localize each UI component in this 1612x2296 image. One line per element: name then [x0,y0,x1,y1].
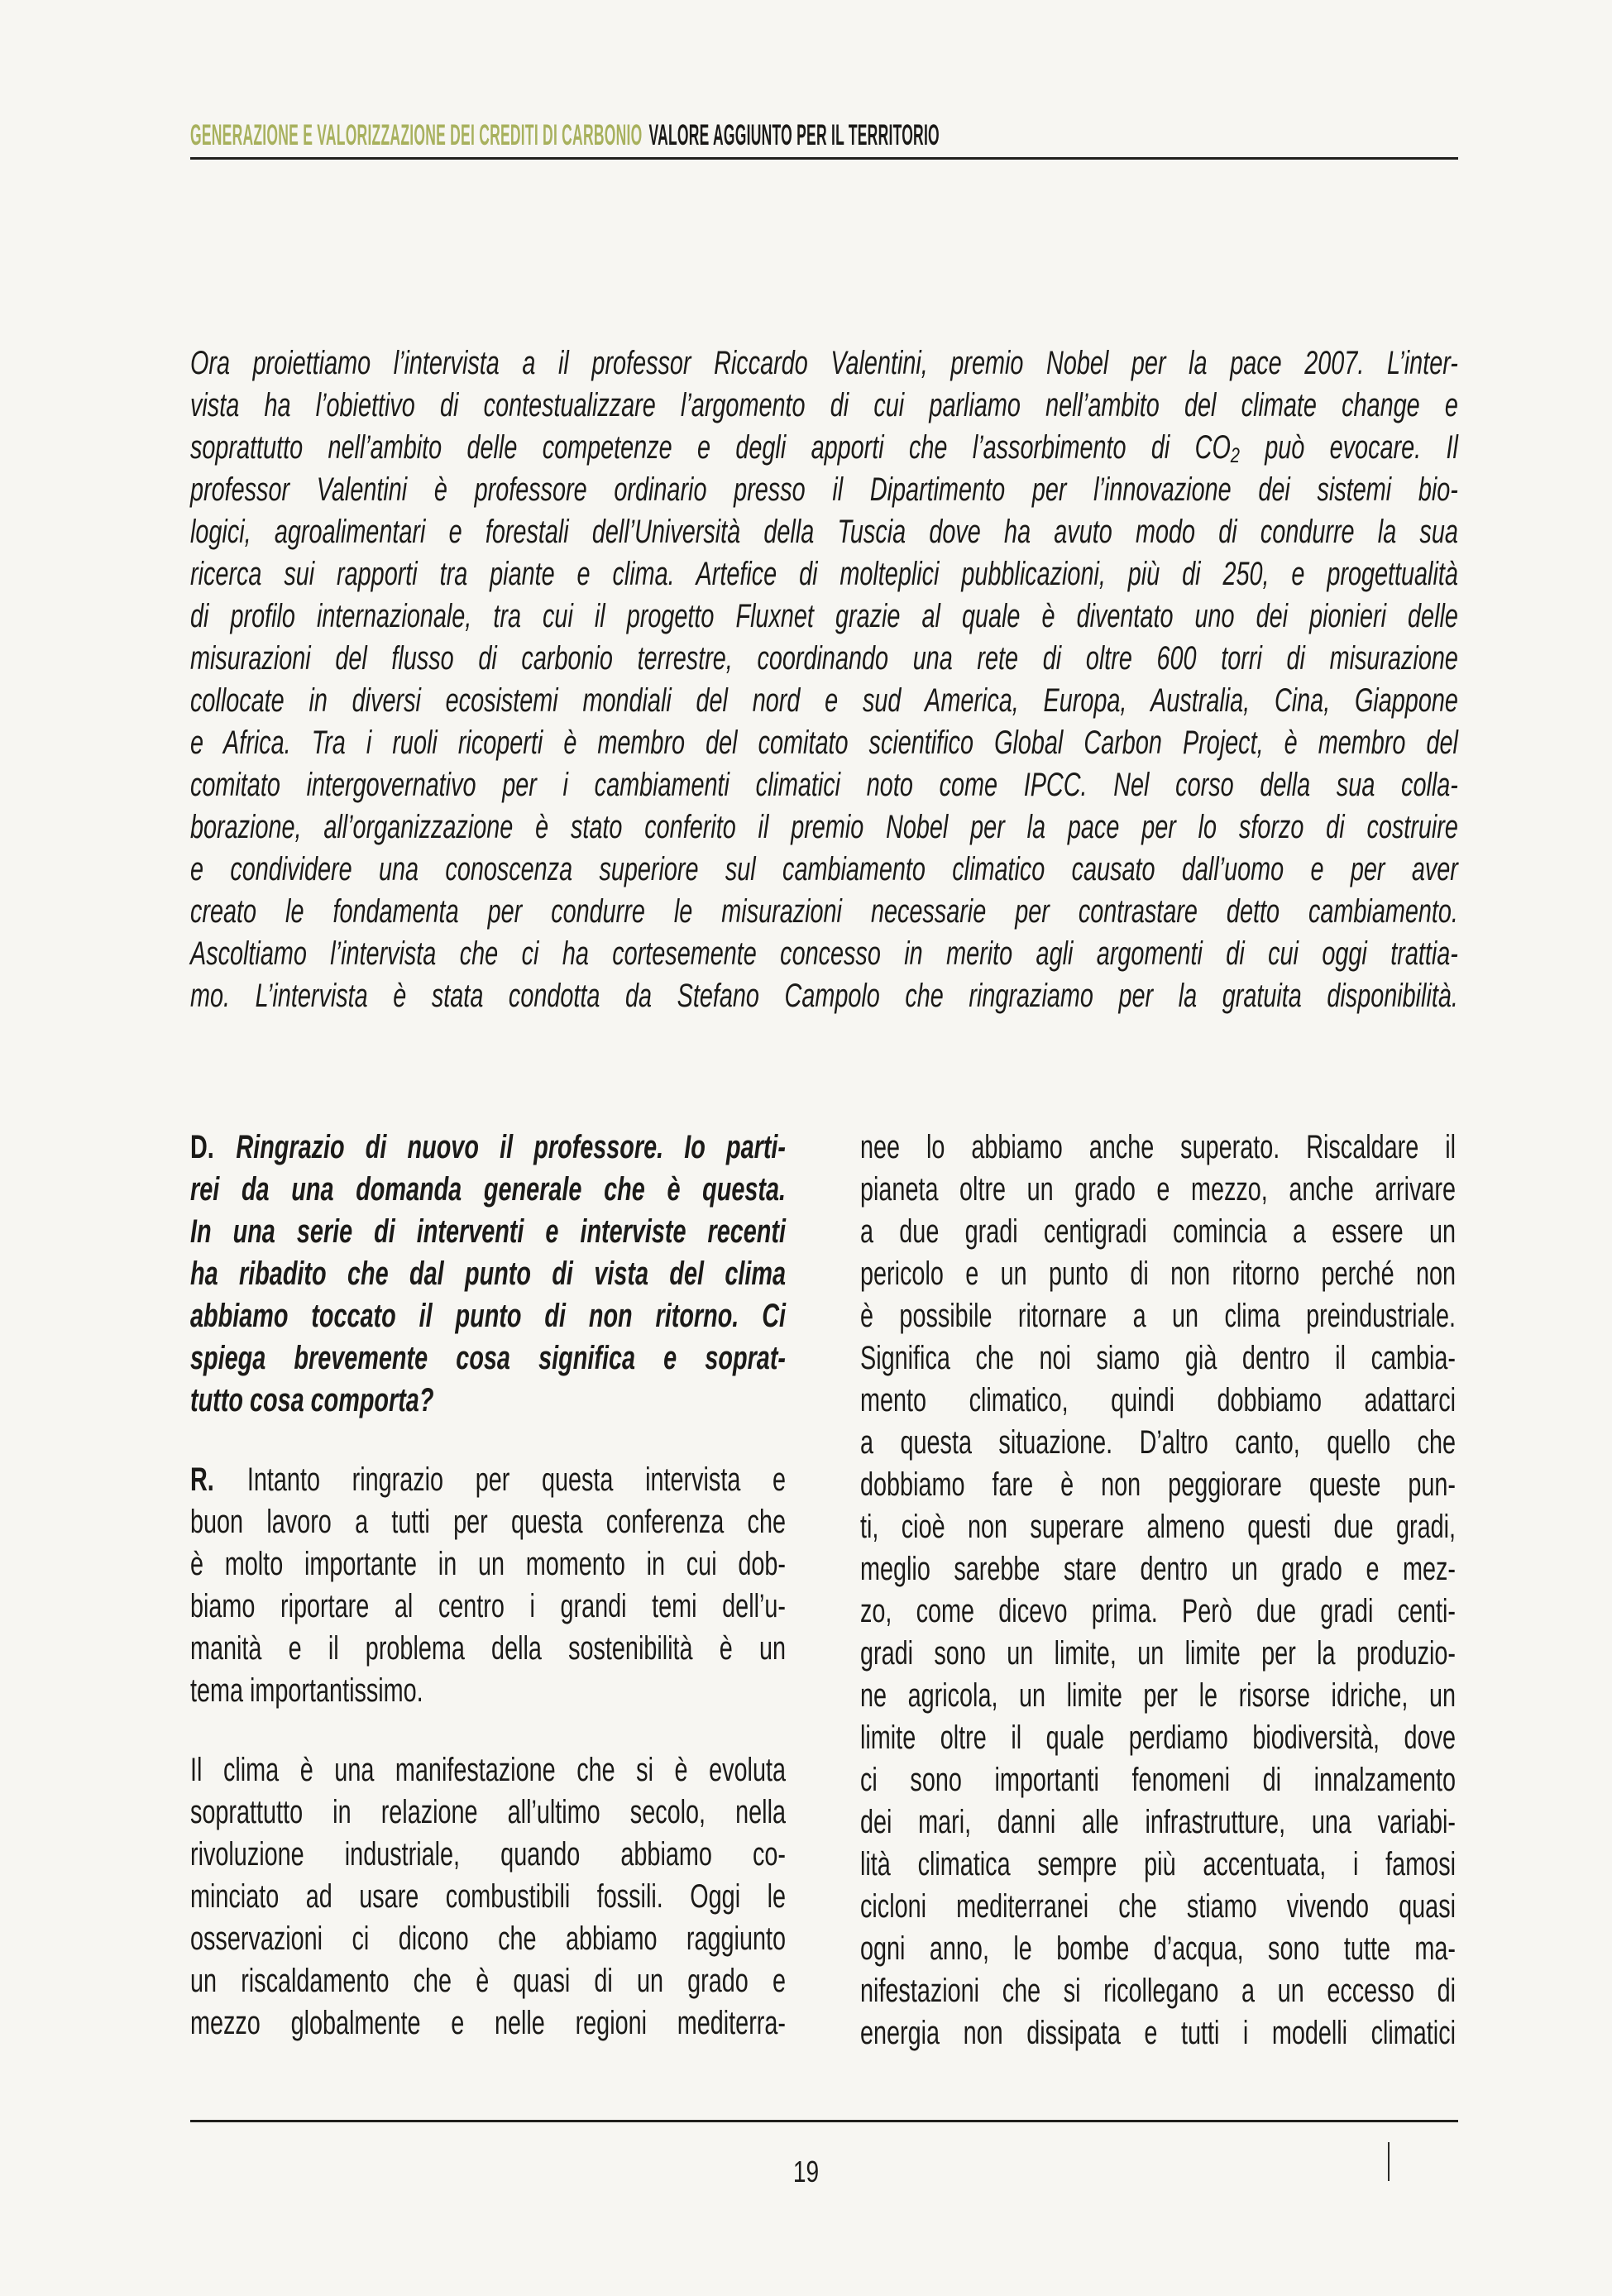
text-line: In una serie di interventi e interviste recenti [190,1213,786,1250]
text-line [190,1126,786,1169]
text-line: nee lo abbiamo anche superato. Riscaldare il [860,1129,1456,1165]
interview-answer-paragraph-1 [190,1459,786,1712]
text-line: ci sono importanti fenomeni di innalzamento [860,1762,1456,1798]
text-line: soprattutto nell’ambito delle competenze e degli apporti che l’assorbimento di CO₂ può evocare. Il [190,429,1458,466]
question-first-line: Ringrazio di nuovo il professore. Io parti- [236,1129,786,1165]
text-line: dei mari, danni alle infrastrutture, una variabi- [860,1804,1456,1840]
text-line: abbiamo toccato il punto di non ritorno. Ci [190,1298,786,1334]
text-line: meglio sarebbe stare dentro un grado e mez- [860,1551,1456,1587]
text-line: comitato intergovernativo per i cambiamenti climatici noto come IPCC. Nel corso della sua colla- [190,767,1458,803]
text-line: osservazioni ci dicono che abbiamo raggiunto [190,1921,786,1957]
text-line: è molto importante in un momento in cui dob- [190,1546,786,1582]
text-line: ha ribadito che dal punto di vista del clima [190,1256,786,1292]
printer-crop-mark [1388,2142,1390,2181]
interview-question [190,1126,786,1422]
header-rule [190,157,1458,160]
text-line: mento climatico, quindi dobbiamo adattarci [860,1382,1456,1418]
running-head-page-title: VALORE AGGIUNTO PER IL TERRITORIO [648,119,940,151]
text-line: un riscaldamento che è quasi di un grado e [190,1963,786,1999]
text-line: ti, cioè non superare almeno questi due gradi, [860,1509,1456,1545]
text-line: rei da una domanda generale che è questa. [190,1171,786,1208]
text-line: zo, come dicevo prima. Però due gradi centi- [860,1593,1456,1629]
text-line: Ascoltiamo l’intervista che ci ha cortesemente concesso in merito agli argomenti di cui oggi trattia- [190,935,1458,972]
column-right [860,1126,1456,2054]
text-line: cicloni mediterranei che stiamo vivendo quasi [860,1888,1456,1925]
text-line: e condividere una conoscenza superiore sul cambiamento climatico causato dall’uomo e per aver [190,851,1458,887]
text-line: tutto cosa comporta? [190,1382,434,1418]
text-line: collocate in diversi ecosistemi mondiali del nord e sud America, Europa, Australia, Cina, Giappone [190,682,1458,719]
text-line: nifestazioni che si ricollegano a un eccesso di [860,1973,1456,2009]
text-line: spiega brevemente cosa significa e soprat- [190,1340,786,1376]
text-line: mezzo globalmente e nelle regioni mediterra- [190,2005,786,2041]
text-line: Significa che noi siamo già dentro il cambia- [860,1340,1456,1376]
answer-first-line: Intanto ringrazio per questa intervista e [246,1461,786,1498]
question-lines [190,1169,786,1422]
text-line: logici, agroalimentari e forestali dell’Università della Tuscia dove ha avuto modo di condurre la sua [190,514,1458,550]
text-line: energia non dissipata e tutti i modelli climatici [860,2015,1456,2051]
running-head [190,119,940,152]
text-line: professor Valentini è professore ordinario presso il Dipartimento per l’innovazione dei sistemi bio- [190,471,1458,508]
footer-rule [190,2120,1458,2122]
text-line: di profilo internazionale, tra cui il progetto Fluxnet grazie al quale è diventato uno dei pionieri delle [190,598,1458,634]
intro-paragraph [190,342,1458,1017]
text-line: gradi sono un limite, un limite per la produzio- [860,1635,1456,1672]
text-line: minciato ad usare combustibili fossili. Oggi le [190,1878,786,1915]
page-number: 19 [792,2155,820,2188]
text-line: biamo riportare al centro i grandi temi dell’u- [190,1588,786,1624]
text-line: ogni anno, le bombe d’acqua, sono tutte ma- [860,1930,1456,1967]
column-left [190,1126,786,2045]
text-line: a questa situazione. D’altro canto, quello che [860,1424,1456,1461]
text-line: rivoluzione industriale, quando abbiamo co- [190,1836,786,1873]
text-line: a due gradi centigradi comincia a essere un [860,1213,1456,1250]
answer-lines [190,1501,786,1712]
text-line: pericolo e un punto di non ritorno perché non [860,1256,1456,1292]
text-line [190,1459,786,1501]
text-line: ne agricola, un limite per le risorse idriche, un [860,1677,1456,1714]
text-line: Ora proiettiamo l’intervista a il professor Riccardo Valentini, premio Nobel per la pace 2007. L’inter- [190,345,1458,381]
interview-answer-paragraph-2 [190,1749,786,2045]
text-line: vista ha l’obiettivo di contestualizzare l’argomento di cui parliamo nell’ambito del climate change e [190,387,1458,423]
running-head-series-title: GENERAZIONE E VALORIZZAZIONE DEI CREDITI DI CARBONIO [190,119,643,151]
text-line: limite oltre il quale perdiamo biodiversità, dove [860,1720,1456,1756]
text-line: e Africa. Tra i ruoli ricoperti è membro del comitato scientifico Global Carbon Project, è membro del [190,725,1458,761]
text-line: manità e il problema della sostenibilità è un [190,1630,786,1667]
text-line: pianeta oltre un grado e mezzo, anche arrivare [860,1171,1456,1208]
text-line: Il clima è una manifestazione che si è evoluta [190,1752,786,1788]
question-label: D. [190,1129,214,1165]
text-line: soprattutto in relazione all’ultimo secolo, nella [190,1794,786,1830]
text-line: creato le fondamenta per condurre le misurazioni necessarie per contrastare detto cambiamento. [190,893,1458,930]
text-line: buon lavoro a tutti per questa conferenza che [190,1504,786,1540]
answer-label: R. [190,1461,214,1498]
text-line: dobbiamo fare è non peggiorare queste pun- [860,1466,1456,1503]
text-line: lità climatica sempre più accentuata, i famosi [860,1846,1456,1882]
text-line: misurazioni del flusso di carbonio terrestre, coordinando una rete di oltre 600 torri di misurazione [190,640,1458,677]
text-line: è possibile ritornare a un clima preindustriale. [860,1298,1456,1334]
text-line: ricerca sui rapporti tra piante e clima. Artefice di molteplici pubblicazioni, più di 250, e progettualità [190,556,1458,592]
text-line: borazione, all’organizzazione è stato conferito il premio Nobel per la pace per lo sforzo di costruire [190,809,1458,845]
text-line: tema importantissimo. [190,1672,423,1709]
text-line: mo. L’intervista è stata condotta da Stefano Campolo che ringraziamo per la gratuita disponibilità. [190,978,1458,1014]
